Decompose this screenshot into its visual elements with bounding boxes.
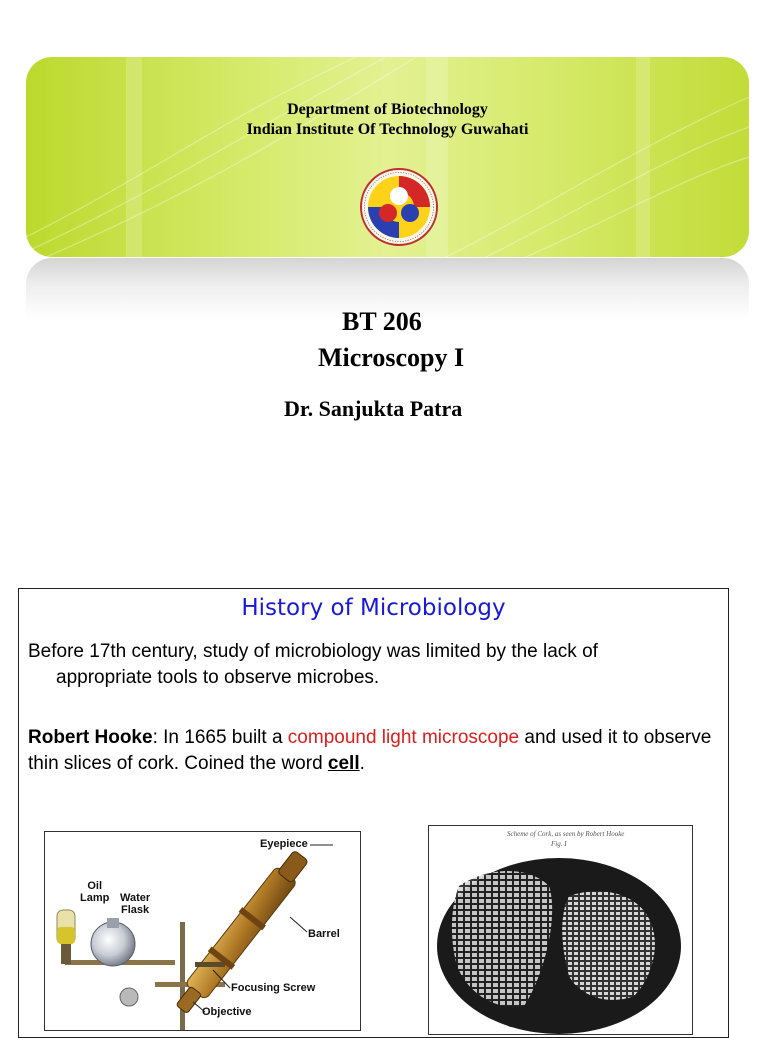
history-slide bbox=[18, 588, 729, 1038]
label-focusing-screw: Focusing Screw bbox=[231, 982, 316, 994]
hooke-text-2: and used it to observe thin slices of cork. Coined the word bbox=[28, 727, 712, 774]
hooke-text-1: : In 1665 built a bbox=[152, 727, 288, 748]
cork-cells-illustration bbox=[429, 826, 693, 1035]
label-water-flask: Water Flask bbox=[120, 892, 151, 916]
slide-title: History of Microbiology bbox=[241, 595, 506, 621]
course-code: BT 206 bbox=[342, 307, 422, 336]
department-name: Department of Biotechnology bbox=[287, 101, 488, 118]
label-objective: Objective bbox=[202, 1006, 252, 1018]
intro-paragraph bbox=[28, 639, 718, 691]
hooke-name: Robert Hooke bbox=[28, 727, 153, 748]
hooke-text-end: . bbox=[359, 753, 365, 774]
intro-line-1: Before 17th century, study of microbiology was limited by the lack of bbox=[28, 641, 598, 662]
plate-caption: Scheme of Cork, as seen by Robert Hooke bbox=[507, 830, 625, 838]
instructor-name: Dr. Sanjukta Patra bbox=[284, 396, 463, 421]
intro-line-2: appropriate tools to observe microbes. bbox=[56, 667, 380, 688]
course-title: Microscopy I bbox=[318, 343, 465, 372]
cell-word: cell bbox=[327, 753, 360, 774]
cork-cells-figure bbox=[428, 825, 693, 1035]
label-barrel: Barrel bbox=[308, 928, 340, 940]
label-eyepiece: Eyepiece bbox=[260, 838, 308, 850]
institute-logo-icon bbox=[359, 167, 439, 247]
institute-name: Indian Institute Of Technology Guwahati bbox=[246, 121, 529, 138]
hooke-microscope-figure bbox=[44, 831, 361, 1031]
plate-figure-number: Fig. I bbox=[551, 840, 567, 848]
label-oil-lamp: Oil Lamp bbox=[80, 880, 110, 904]
hooke-paragraph bbox=[28, 725, 720, 777]
microscope-highlight: compound light microscope bbox=[287, 727, 520, 748]
